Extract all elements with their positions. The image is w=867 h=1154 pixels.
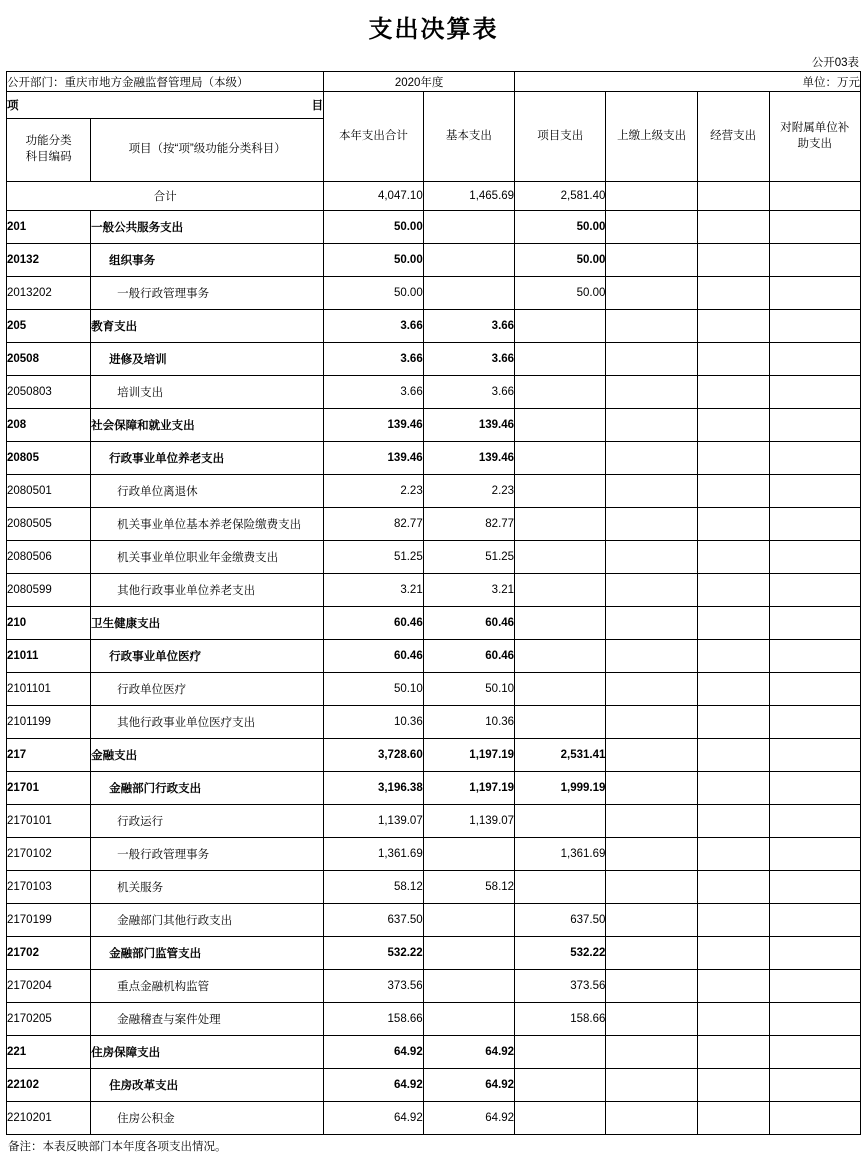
cell-year-total: 82.77 bbox=[324, 508, 424, 541]
table-row bbox=[7, 475, 861, 508]
table-row bbox=[7, 1003, 861, 1036]
table-row bbox=[7, 607, 861, 640]
table-row bbox=[7, 442, 861, 475]
cell-subsidy bbox=[769, 772, 860, 805]
cell-year-total: 60.46 bbox=[324, 607, 424, 640]
cell-upper bbox=[606, 904, 697, 937]
cell-upper bbox=[606, 838, 697, 871]
cell-subsidy bbox=[769, 706, 860, 739]
table-row bbox=[7, 706, 861, 739]
cell-subsidy bbox=[769, 1069, 860, 1102]
cell-project-name: 重点金融机构监管 bbox=[91, 970, 324, 1003]
cell-project bbox=[515, 574, 606, 607]
cell-subsidy bbox=[769, 937, 860, 970]
cell-subsidy bbox=[769, 409, 860, 442]
cell-project-name: 行政运行 bbox=[91, 805, 324, 838]
cell-basic: 1,139.07 bbox=[423, 805, 514, 838]
cell-business bbox=[697, 574, 769, 607]
cell-function-code: 2170205 bbox=[7, 1003, 91, 1036]
table-row bbox=[7, 1069, 861, 1102]
cell-function-code: 210 bbox=[7, 607, 91, 640]
cell-project-name: 一般公共服务支出 bbox=[91, 211, 324, 244]
table-row bbox=[7, 970, 861, 1003]
cell-year-total: 2.23 bbox=[324, 475, 424, 508]
cell-year-total: 3,196.38 bbox=[324, 772, 424, 805]
table-row bbox=[7, 310, 861, 343]
cell-upper bbox=[606, 211, 697, 244]
cell-project-name: 一般行政管理事务 bbox=[91, 277, 324, 310]
cell-upper bbox=[606, 970, 697, 1003]
cell-business bbox=[697, 640, 769, 673]
cell-project bbox=[515, 508, 606, 541]
cell-business bbox=[697, 937, 769, 970]
table-row bbox=[7, 244, 861, 277]
cell-upper bbox=[606, 1069, 697, 1102]
col-subsidy-line2: 助支出 bbox=[797, 137, 833, 150]
table-row bbox=[7, 805, 861, 838]
cell-function-code: 2101199 bbox=[7, 706, 91, 739]
table-row bbox=[7, 574, 861, 607]
cell-project-name: 行政事业单位养老支出 bbox=[91, 442, 324, 475]
cell-business bbox=[697, 1036, 769, 1069]
cell-basic: 64.92 bbox=[423, 1102, 514, 1135]
cell-upper bbox=[606, 772, 697, 805]
cell-function-code: 21702 bbox=[7, 937, 91, 970]
cell-function-code: 21011 bbox=[7, 640, 91, 673]
table-row bbox=[7, 1102, 861, 1135]
cell-basic: 58.12 bbox=[423, 871, 514, 904]
expenditure-table bbox=[6, 71, 861, 1135]
cell-year-total: 373.56 bbox=[324, 970, 424, 1003]
cell-function-code: 2080506 bbox=[7, 541, 91, 574]
cell-basic: 64.92 bbox=[423, 1036, 514, 1069]
cell-function-code: 2080599 bbox=[7, 574, 91, 607]
cell-project-name: 金融部门其他行政支出 bbox=[91, 904, 324, 937]
cell-project-name: 金融部门行政支出 bbox=[91, 772, 324, 805]
cell-project: 373.56 bbox=[515, 970, 606, 1003]
cell-project: 50.00 bbox=[515, 211, 606, 244]
cell-business bbox=[697, 772, 769, 805]
table-row-total bbox=[7, 182, 861, 211]
col-year-total: 本年支出合计 bbox=[324, 92, 424, 182]
cell-year-total: 532.22 bbox=[324, 937, 424, 970]
cell-year-total: 50.00 bbox=[324, 277, 424, 310]
cell-subsidy bbox=[769, 541, 860, 574]
cell-subsidy bbox=[769, 277, 860, 310]
cell-function-code: 20132 bbox=[7, 244, 91, 277]
cell-basic: 51.25 bbox=[423, 541, 514, 574]
cell-upper bbox=[606, 937, 697, 970]
cell-function-code: 2080505 bbox=[7, 508, 91, 541]
cell-project bbox=[515, 409, 606, 442]
col-function-code bbox=[7, 119, 91, 182]
cell-project bbox=[515, 475, 606, 508]
cell-basic bbox=[423, 937, 514, 970]
cell-business bbox=[697, 475, 769, 508]
cell-subsidy bbox=[769, 805, 860, 838]
cell-subsidy bbox=[769, 442, 860, 475]
cell-basic: 3.66 bbox=[423, 376, 514, 409]
table-row bbox=[7, 211, 861, 244]
cell-business bbox=[697, 442, 769, 475]
col-function-code-line2: 科目编码 bbox=[25, 151, 72, 163]
form-number-bar bbox=[6, 54, 861, 71]
cell-subsidy bbox=[769, 640, 860, 673]
cell-year-total: 637.50 bbox=[324, 904, 424, 937]
cell-basic bbox=[423, 904, 514, 937]
cell-project-name: 金融稽查与案件处理 bbox=[91, 1003, 324, 1036]
cell-subsidy bbox=[769, 673, 860, 706]
cell-basic: 82.77 bbox=[423, 508, 514, 541]
cell-function-code: 2210201 bbox=[7, 1102, 91, 1135]
cell-project-name: 住房保障支出 bbox=[91, 1036, 324, 1069]
table-row bbox=[7, 640, 861, 673]
cell-function-code: 221 bbox=[7, 1036, 91, 1069]
cell-subsidy bbox=[769, 838, 860, 871]
fiscal-year: 2020年度 bbox=[324, 72, 515, 92]
cell-year-total: 3.21 bbox=[324, 574, 424, 607]
cell-upper bbox=[606, 607, 697, 640]
cell-function-code: 2170102 bbox=[7, 838, 91, 871]
cell-year-total: 139.46 bbox=[324, 442, 424, 475]
cell-project bbox=[515, 1036, 606, 1069]
cell-business bbox=[697, 244, 769, 277]
cell-subsidy bbox=[769, 343, 860, 376]
cell-project-name: 金融部门监管支出 bbox=[91, 937, 324, 970]
table-row bbox=[7, 376, 861, 409]
table-row bbox=[7, 277, 861, 310]
cell-upper bbox=[606, 706, 697, 739]
cell-project: 1,999.19 bbox=[515, 772, 606, 805]
cell-upper bbox=[606, 739, 697, 772]
cell-project-name: 行政单位医疗 bbox=[91, 673, 324, 706]
cell-project: 50.00 bbox=[515, 244, 606, 277]
cell-year-total: 3.66 bbox=[324, 310, 424, 343]
cell-business bbox=[697, 343, 769, 376]
cell-project-name: 组织事务 bbox=[91, 244, 324, 277]
cell-business bbox=[697, 838, 769, 871]
cell-year-total: 64.92 bbox=[324, 1069, 424, 1102]
cell-basic: 1,197.19 bbox=[423, 772, 514, 805]
cell-basic bbox=[423, 244, 514, 277]
cell-business bbox=[697, 508, 769, 541]
cell-project bbox=[515, 541, 606, 574]
cell-basic bbox=[423, 838, 514, 871]
cell-upper bbox=[606, 244, 697, 277]
cell-basic bbox=[423, 1003, 514, 1036]
table-row bbox=[7, 937, 861, 970]
cell-function-code: 2080501 bbox=[7, 475, 91, 508]
cell-business bbox=[697, 871, 769, 904]
cell-basic: 10.36 bbox=[423, 706, 514, 739]
cell-project-name: 机关事业单位基本养老保险缴费支出 bbox=[91, 508, 324, 541]
cell-project bbox=[515, 673, 606, 706]
cell-subsidy bbox=[769, 871, 860, 904]
table-row bbox=[7, 838, 861, 871]
cell-function-code: 20508 bbox=[7, 343, 91, 376]
cell-project bbox=[515, 640, 606, 673]
cell-upper bbox=[606, 442, 697, 475]
cell-project: 1,361.69 bbox=[515, 838, 606, 871]
cell-basic: 1,197.19 bbox=[423, 739, 514, 772]
unit-label: 单位：万元 bbox=[515, 72, 861, 92]
cell-year-total: 50.00 bbox=[324, 244, 424, 277]
cell-project-name: 机关事业单位职业年金缴费支出 bbox=[91, 541, 324, 574]
cell-business bbox=[697, 706, 769, 739]
total-business bbox=[697, 182, 769, 211]
department-label: 公开部门：重庆市地方金融监督管理局（本级） bbox=[7, 72, 324, 92]
col-project-expenditure: 项目支出 bbox=[515, 92, 606, 182]
meta-row bbox=[7, 72, 861, 92]
cell-upper bbox=[606, 574, 697, 607]
cell-upper bbox=[606, 1102, 697, 1135]
table-row bbox=[7, 772, 861, 805]
form-number: 公开03表 bbox=[811, 57, 859, 69]
cell-function-code: 2050803 bbox=[7, 376, 91, 409]
total-basic: 1,465.69 bbox=[423, 182, 514, 211]
table-row bbox=[7, 508, 861, 541]
total-project: 2,581.40 bbox=[515, 182, 606, 211]
cell-project-name: 住房改革支出 bbox=[91, 1069, 324, 1102]
cell-year-total: 10.36 bbox=[324, 706, 424, 739]
cell-upper bbox=[606, 871, 697, 904]
cell-upper bbox=[606, 277, 697, 310]
cell-function-code: 2101101 bbox=[7, 673, 91, 706]
cell-upper bbox=[606, 640, 697, 673]
cell-basic bbox=[423, 211, 514, 244]
cell-function-code: 2170101 bbox=[7, 805, 91, 838]
cell-project-name: 教育支出 bbox=[91, 310, 324, 343]
header-row-item bbox=[7, 92, 861, 119]
cell-upper bbox=[606, 310, 697, 343]
cell-project: 637.50 bbox=[515, 904, 606, 937]
cell-function-code: 2170103 bbox=[7, 871, 91, 904]
col-upper-level-expenditure: 上缴上级支出 bbox=[606, 92, 697, 182]
cell-year-total: 3.66 bbox=[324, 376, 424, 409]
cell-year-total: 3,728.60 bbox=[324, 739, 424, 772]
cell-subsidy bbox=[769, 508, 860, 541]
cell-subsidy bbox=[769, 244, 860, 277]
cell-subsidy bbox=[769, 574, 860, 607]
cell-upper bbox=[606, 475, 697, 508]
cell-subsidy bbox=[769, 376, 860, 409]
footnote: 备注：本表反映部门本年度各项支出情况。 bbox=[8, 1141, 227, 1153]
cell-project bbox=[515, 1102, 606, 1135]
cell-project-name: 进修及培训 bbox=[91, 343, 324, 376]
cell-project-name: 其他行政事业单位养老支出 bbox=[91, 574, 324, 607]
cell-upper bbox=[606, 508, 697, 541]
cell-upper bbox=[606, 376, 697, 409]
cell-basic: 3.66 bbox=[423, 343, 514, 376]
cell-business bbox=[697, 376, 769, 409]
cell-upper bbox=[606, 343, 697, 376]
table-row bbox=[7, 871, 861, 904]
cell-function-code: 2013202 bbox=[7, 277, 91, 310]
cell-project bbox=[515, 805, 606, 838]
col-subsidy-expenditure bbox=[769, 92, 860, 182]
cell-project bbox=[515, 343, 606, 376]
cell-subsidy bbox=[769, 970, 860, 1003]
cell-subsidy bbox=[769, 1102, 860, 1135]
cell-basic: 3.66 bbox=[423, 310, 514, 343]
col-function-code-line1: 功能分类 bbox=[25, 135, 72, 148]
cell-project-name: 住房公积金 bbox=[91, 1102, 324, 1135]
cell-business bbox=[697, 211, 769, 244]
item-header-right: 目 bbox=[311, 100, 324, 112]
cell-subsidy bbox=[769, 607, 860, 640]
table-row bbox=[7, 739, 861, 772]
cell-project-name: 培训支出 bbox=[91, 376, 324, 409]
total-year-total: 4,047.10 bbox=[324, 182, 424, 211]
table-row bbox=[7, 541, 861, 574]
total-label: 合计 bbox=[7, 182, 324, 211]
cell-subsidy bbox=[769, 1036, 860, 1069]
cell-year-total: 64.92 bbox=[324, 1102, 424, 1135]
col-subsidy-line1: 对附属单位补 bbox=[780, 121, 850, 134]
cell-year-total: 51.25 bbox=[324, 541, 424, 574]
cell-project-name: 卫生健康支出 bbox=[91, 607, 324, 640]
total-subsidy bbox=[769, 182, 860, 211]
cell-business bbox=[697, 805, 769, 838]
cell-project: 532.22 bbox=[515, 937, 606, 970]
cell-project bbox=[515, 1069, 606, 1102]
table-row bbox=[7, 1036, 861, 1069]
cell-basic: 60.46 bbox=[423, 640, 514, 673]
cell-year-total: 1,139.07 bbox=[324, 805, 424, 838]
table-row bbox=[7, 904, 861, 937]
cell-business bbox=[697, 541, 769, 574]
cell-subsidy bbox=[769, 211, 860, 244]
cell-year-total: 158.66 bbox=[324, 1003, 424, 1036]
cell-project: 50.00 bbox=[515, 277, 606, 310]
cell-business bbox=[697, 739, 769, 772]
cell-upper bbox=[606, 409, 697, 442]
cell-business bbox=[697, 970, 769, 1003]
cell-function-code: 2170199 bbox=[7, 904, 91, 937]
cell-business bbox=[697, 607, 769, 640]
cell-project: 158.66 bbox=[515, 1003, 606, 1036]
cell-subsidy bbox=[769, 739, 860, 772]
cell-function-code: 20805 bbox=[7, 442, 91, 475]
col-project-name: 项目（按“项”级功能分类科目） bbox=[91, 119, 324, 182]
cell-upper bbox=[606, 1003, 697, 1036]
cell-project bbox=[515, 706, 606, 739]
cell-year-total: 60.46 bbox=[324, 640, 424, 673]
cell-year-total: 50.10 bbox=[324, 673, 424, 706]
table-row bbox=[7, 673, 861, 706]
cell-project-name: 一般行政管理事务 bbox=[91, 838, 324, 871]
cell-basic: 60.46 bbox=[423, 607, 514, 640]
cell-project-name: 其他行政事业单位医疗支出 bbox=[91, 706, 324, 739]
cell-project-name: 行政事业单位医疗 bbox=[91, 640, 324, 673]
cell-upper bbox=[606, 805, 697, 838]
table-row bbox=[7, 409, 861, 442]
cell-basic: 50.10 bbox=[423, 673, 514, 706]
cell-subsidy bbox=[769, 475, 860, 508]
cell-project bbox=[515, 376, 606, 409]
cell-subsidy bbox=[769, 1003, 860, 1036]
cell-business bbox=[697, 904, 769, 937]
item-header-cell bbox=[7, 92, 324, 119]
col-basic-expenditure: 基本支出 bbox=[423, 92, 514, 182]
cell-business bbox=[697, 310, 769, 343]
cell-project-name: 行政单位离退休 bbox=[91, 475, 324, 508]
cell-upper bbox=[606, 541, 697, 574]
cell-business bbox=[697, 409, 769, 442]
cell-function-code: 217 bbox=[7, 739, 91, 772]
cell-upper bbox=[606, 673, 697, 706]
cell-basic: 139.46 bbox=[423, 442, 514, 475]
cell-project bbox=[515, 607, 606, 640]
cell-year-total: 58.12 bbox=[324, 871, 424, 904]
cell-function-code: 201 bbox=[7, 211, 91, 244]
cell-basic: 64.92 bbox=[423, 1069, 514, 1102]
cell-project-name: 社会保障和就业支出 bbox=[91, 409, 324, 442]
cell-project-name: 金融支出 bbox=[91, 739, 324, 772]
total-upper bbox=[606, 182, 697, 211]
item-header-left: 项 bbox=[7, 100, 19, 112]
cell-project bbox=[515, 310, 606, 343]
cell-year-total: 139.46 bbox=[324, 409, 424, 442]
cell-upper bbox=[606, 1036, 697, 1069]
cell-project: 2,531.41 bbox=[515, 739, 606, 772]
cell-project bbox=[515, 871, 606, 904]
cell-business bbox=[697, 1102, 769, 1135]
cell-function-code: 22102 bbox=[7, 1069, 91, 1102]
cell-basic: 2.23 bbox=[423, 475, 514, 508]
cell-function-code: 21701 bbox=[7, 772, 91, 805]
cell-year-total: 64.92 bbox=[324, 1036, 424, 1069]
cell-basic: 3.21 bbox=[423, 574, 514, 607]
cell-subsidy bbox=[769, 904, 860, 937]
cell-basic bbox=[423, 970, 514, 1003]
cell-project-name: 机关服务 bbox=[91, 871, 324, 904]
cell-business bbox=[697, 1003, 769, 1036]
cell-project bbox=[515, 442, 606, 475]
cell-function-code: 2170204 bbox=[7, 970, 91, 1003]
cell-business bbox=[697, 673, 769, 706]
cell-function-code: 205 bbox=[7, 310, 91, 343]
cell-basic: 139.46 bbox=[423, 409, 514, 442]
cell-basic bbox=[423, 277, 514, 310]
cell-subsidy bbox=[769, 310, 860, 343]
table-body bbox=[7, 211, 861, 1135]
cell-year-total: 3.66 bbox=[324, 343, 424, 376]
page-title: 支出决算表 bbox=[368, 16, 499, 43]
cell-business bbox=[697, 277, 769, 310]
table-row bbox=[7, 343, 861, 376]
cell-business bbox=[697, 1069, 769, 1102]
col-business-expenditure: 经营支出 bbox=[697, 92, 769, 182]
cell-year-total: 50.00 bbox=[324, 211, 424, 244]
cell-function-code: 208 bbox=[7, 409, 91, 442]
cell-year-total: 1,361.69 bbox=[324, 838, 424, 871]
